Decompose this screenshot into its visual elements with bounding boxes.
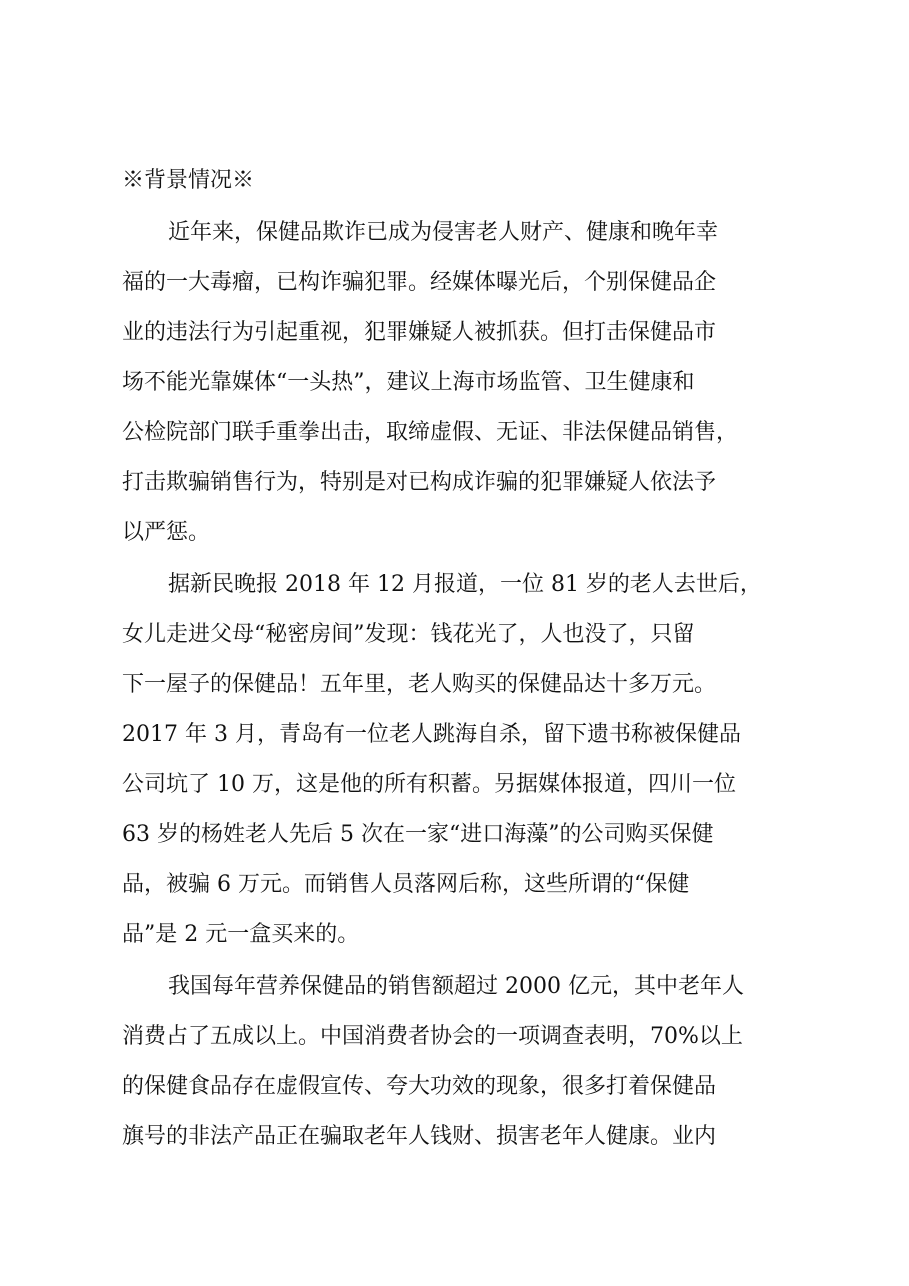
paragraph-3-line-4: 旗号的非法产品正在骗取老年人钱财、损害老年人健康。业内 <box>122 1124 717 1149</box>
paragraph-2-line-4: 2017 年 3 月，青岛有一位老人跳海自杀，留下遗书称被保健品 <box>122 722 741 747</box>
paragraph-2-line-6: 63 岁的杨姓老人先后 5 次在一家“进口海藻”的公司购买保健 <box>122 822 714 847</box>
paragraph-1-line-5: 公检院部门联手重拳出击，取缔虚假、无证、非法保健品销售， <box>122 420 739 445</box>
paragraph-1-line-3: 业的违法行为引起重视，犯罪嫌疑人被抓获。但打击保健品市 <box>122 320 717 345</box>
paragraph-1-line-6: 打击欺骗销售行为，特别是对已构成诈骗的犯罪嫌疑人依法予 <box>122 470 717 495</box>
paragraph-1-line-2: 福的一大毒瘤，已构诈骗犯罪。经媒体曝光后，个别保健品企 <box>122 270 717 295</box>
paragraph-1-line-4: 场不能光靠媒体“一头热”，建议上海市场监管、卫生健康和 <box>122 370 695 395</box>
paragraph-3-line-2: 消费占了五成以上。中国消费者协会的一项调查表明，70%以上 <box>122 1024 743 1049</box>
paragraph-1-line-7: 以严惩。 <box>122 520 211 545</box>
paragraph-2-line-2: 女儿走进父母“秘密房间”发现：钱花光了，人也没了，只留 <box>122 622 695 647</box>
paragraph-2-line-7: 品，被骗 6 万元。而销售人员落网后称，这些所谓的“保健 <box>122 872 690 897</box>
paragraph-3-line-1: 我国每年营养保健品的销售额超过 2000 亿元，其中老年人 <box>168 974 744 999</box>
paragraph-2-line-1: 据新民晚报 2018 年 12 月报道，一位 81 岁的老人去世后， <box>168 572 762 597</box>
paragraph-1-line-1: 近年来，保健品欺诈已成为侵害老人财产、健康和晚年幸 <box>168 220 719 245</box>
paragraph-2-line-5: 公司坑了 10 万，这是他的所有积蓄。另据媒体报道，四川一位 <box>122 772 736 797</box>
paragraph-2-line-8: 品”是 2 元一盒买来的。 <box>122 922 360 947</box>
paragraph-3-line-3: 的保健食品存在虚假宣传、夸大功效的现象，很多打着保健品 <box>122 1074 717 1099</box>
paragraph-2-line-3: 下一屋子的保健品！五年里，老人购买的保健品达十多万元。 <box>122 672 717 697</box>
section-heading: ※背景情况※ <box>122 168 255 193</box>
